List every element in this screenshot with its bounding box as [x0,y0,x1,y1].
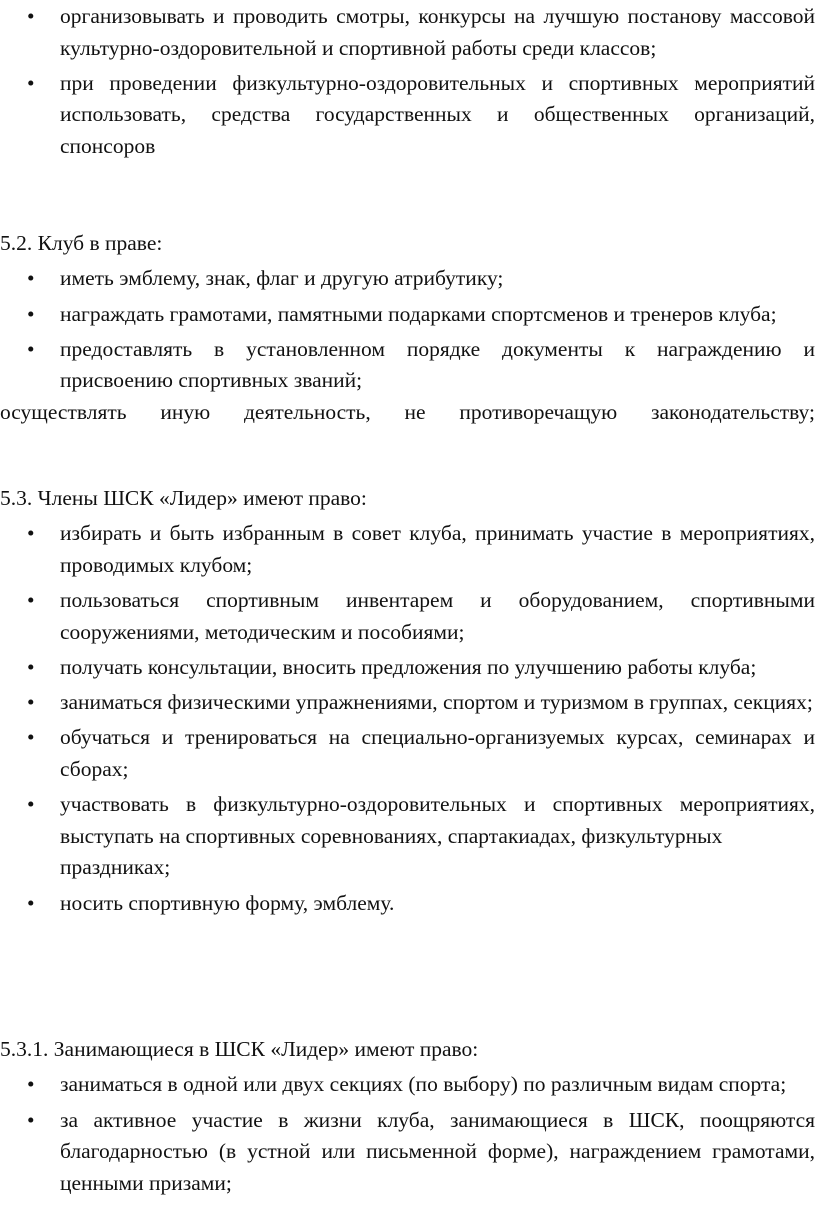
list-item [0,334,815,397]
continued-list [0,1,816,162]
list-item [0,1069,815,1101]
bullet-icon: • [27,521,35,546]
list-item [0,722,815,785]
list-item-text: иметь эмблему, знак, флаг и другую атрибутику; [60,266,504,291]
list-item-text: при проведении физкультурно-оздоровительных и спортивных мероприятий использовать, средства государственных и общественных организаций, спонсоров [60,70,815,158]
bullet-icon: • [27,725,35,750]
bullet-icon: • [27,4,35,28]
list-item-text: носить спортивную форму, эмблему. [60,890,395,915]
bullet-icon: • [27,1072,35,1097]
bullet-icon: • [27,301,35,326]
list-item-text: награждать грамотами, памятными подарками спортсменов и тренеров клуба; [60,301,777,326]
section-heading: 5.3.1. Занимающиеся в ШСК «Лидер» имеют право: [0,1037,479,1061]
list-item [0,263,815,295]
section-heading: 5.2. Клуб в праве: [0,231,163,255]
bullet-icon: • [27,266,35,291]
list-item-text: организовывать и проводить смотры, конкурсы на лучшую постанову массовой культурно-оздоровительной и спортивной работы среди классов; [60,4,815,60]
list-item [0,888,815,920]
section-5-3-1 [0,1034,816,1199]
list-item [0,687,815,719]
list-item [0,789,815,884]
bullet-icon: • [27,792,35,817]
section-5-3 [0,483,816,919]
bullet-icon: • [27,1107,35,1132]
list-item-text: за активное участие в жизни клуба, занимающиеся в ШСК, поощряются благодарностью (в устной или письменной форме), награждением грамотами, ценными призами; [60,1107,815,1195]
paragraph: осуществлять иную деятельность, не противоречащую законодательству; [0,399,815,424]
list-item-text: заниматься в одной или двух секциях (по выбору) по различным видам спорта; [60,1072,787,1097]
bullet-icon: • [27,890,35,915]
list-item-text: обучаться и тренироваться на специально-организуемых курсах, семинарах и сборах; [60,725,815,781]
list-item [0,518,815,581]
list-item-text: заниматься физическими упражнениями, спортом и туризмом в группах, секциях; [60,690,813,715]
bullet-icon: • [27,336,35,361]
list-item-text: получать консультации, вносить предложения по улучшению работы клуба; [60,654,757,679]
list-item-text: предоставлять в установленном порядке документы к награждению и присвоению спортивных званий; [60,336,815,393]
list-item-text-continuation: праздниках; [60,855,171,880]
section-heading: 5.3. Члены ШСК «Лидер» имеют право: [0,486,367,510]
list-item [0,68,815,163]
list-item [0,1105,815,1200]
bullet-icon: • [27,654,35,679]
list-item [0,585,815,648]
list-item [0,299,815,331]
bullet-icon: • [27,588,35,613]
bullet-icon: • [27,690,35,715]
list-item [0,652,815,684]
list-item-text: участвовать в физкультурно-оздоровительных и спортивных мероприятиях, выступать на спортивных соревнованиях, спартакиадах, физкультурных [60,792,815,848]
list-item-text: избирать и быть избранным в совет клуба, принимать участие в мероприятиях, проводимых клубом; [60,521,815,577]
list-item-text: пользоваться спортивным инвентарем и оборудованием, спортивными сооружениями, методическим и пособиями; [60,588,815,644]
list-item [0,1,815,64]
bullet-icon: • [27,70,35,95]
section-5-2 [0,228,816,428]
